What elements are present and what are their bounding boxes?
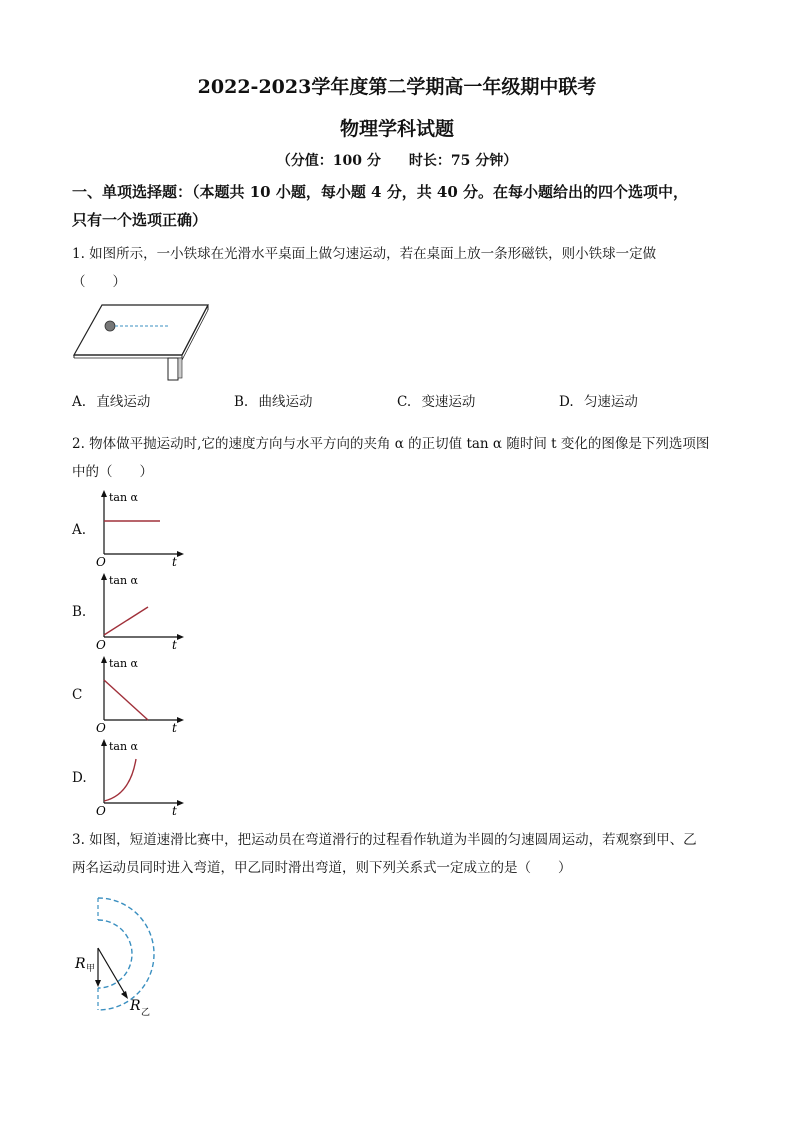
- q2-option-a-label[interactable]: A.: [72, 522, 87, 538]
- question-1-bracket: （ ）: [72, 274, 126, 290]
- question-3-text: 3. 如图，短道速滑比赛中，把运动员在弯道滑行的过程看作轨道为半圆的匀速圆周运动，若观察到甲、乙: [72, 832, 697, 848]
- question-3-text-2: 两名运动员同时进入弯道，甲乙同时滑出弯道，则下列关系式一定成立的是（ ）: [72, 860, 572, 876]
- graph-d-y-label: tan α: [109, 740, 138, 753]
- exam-title: 2022-2023学年度第二学期高一年级期中联考: [197, 76, 597, 98]
- q1-option-c-key: C.: [397, 394, 412, 410]
- q1-option-b-text: 曲线运动: [258, 394, 313, 410]
- graph-d-curve: [104, 759, 136, 801]
- table-icon: [74, 305, 208, 380]
- label-r-yi: R: [130, 998, 141, 1014]
- question-2: [72, 430, 732, 486]
- graph-c-x-label: t: [172, 721, 177, 735]
- question-1: [72, 240, 732, 296]
- label-r-jia-sub: 甲: [86, 964, 96, 974]
- q2-graph-d: [94, 737, 186, 819]
- graph-a-x-label: t: [172, 555, 177, 569]
- q1-option-a-key: A.: [72, 394, 87, 410]
- graph-c-y-label: tan α: [109, 657, 138, 670]
- graph-b-origin: O: [96, 638, 106, 652]
- q1-option-c-text: 变速运动: [421, 394, 476, 410]
- graph-a-y-label: tan α: [109, 491, 138, 504]
- q2-option-c-label[interactable]: C: [72, 687, 83, 703]
- graph-d-origin: O: [96, 804, 106, 818]
- subject-title: 物理学科试题: [339, 118, 454, 140]
- question-2-bracket: 中的（ ）: [72, 464, 153, 480]
- section-heading-line2: 只有一个选项正确）: [72, 211, 208, 229]
- radius-yi-arrow: [98, 948, 125, 994]
- graph-c-falling-line: [104, 680, 148, 720]
- q3-track-figure: [70, 892, 180, 1022]
- graph-b-rising-line: [104, 607, 148, 635]
- graph-b-y-label: tan α: [109, 574, 138, 587]
- graph-b-x-label: t: [172, 638, 177, 652]
- q1-option-b[interactable]: [234, 390, 313, 410]
- graph-c-origin: O: [96, 721, 106, 735]
- label-r-yi-sub: 乙: [141, 1008, 151, 1018]
- q1-option-d-key: D.: [559, 394, 574, 410]
- iron-ball-icon: [105, 321, 115, 331]
- graph-d-x-label: t: [172, 804, 177, 818]
- score-info: （分值：100 分 时长：75 分钟）: [276, 153, 518, 169]
- q2-graph-a: [94, 488, 186, 570]
- q1-option-d[interactable]: [559, 390, 638, 410]
- q2-option-d-label[interactable]: D.: [72, 770, 87, 786]
- question-2-text: 2. 物体做平抛运动时,它的速度方向与水平方向的夹角 α 的正切值 tan α 随时间 t 变化的图像是下列选项图: [72, 436, 710, 452]
- graph-a-origin: O: [96, 555, 106, 569]
- q1-table-figure: [72, 300, 212, 382]
- q2-graph-b: [94, 571, 186, 653]
- section-heading-line1: 一、单项选择题：（本题共 10 小题，每小题 4 分，共 40 分。在每小题给出的四个选项中，: [72, 183, 689, 201]
- q1-option-b-key: B.: [234, 394, 249, 410]
- question-3: [72, 826, 732, 882]
- q1-option-d-text: 匀速运动: [583, 394, 638, 410]
- q1-option-a[interactable]: [72, 390, 150, 410]
- q2-graph-c: [94, 654, 186, 736]
- q2-option-b-label[interactable]: B.: [72, 604, 87, 620]
- q1-option-a-text: 直线运动: [96, 394, 151, 410]
- section-heading: [72, 178, 732, 234]
- q1-option-c[interactable]: [397, 390, 475, 410]
- label-r-jia: R: [75, 956, 86, 972]
- question-1-text: 1. 如图所示，一小铁球在光滑水平桌面上做匀速运动，若在桌面上放一条形磁铁，则小铁球一定做: [72, 246, 657, 262]
